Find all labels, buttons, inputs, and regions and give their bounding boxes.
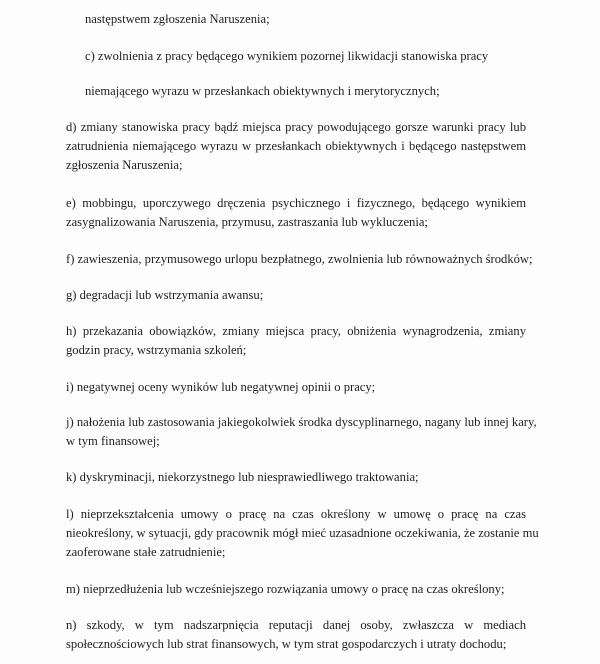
- paragraph-h-line-1: h) przekazania obowiązków, zmiany miejsca pracy, obniżenia wynagrodzenia, zmiany: [66, 324, 526, 338]
- paragraph-n-line-1: n) szkody, w tym nadszarpnięcia reputacji danej osoby, zwłaszcza w mediach: [66, 618, 526, 632]
- paragraph-l-line-2: nieokreślony, w sytuacji, gdy pracownik mógł mieć uzasadnione oczekiwania, że zostanie mu: [66, 526, 539, 540]
- paragraph-n-line-2: społecznościowych lub strat finansowych, w tym strat gospodarczych i utraty dochodu;: [66, 637, 507, 651]
- paragraph-l-line-3: zaoferowane stałe zatrudnienie;: [66, 545, 226, 559]
- paragraph-j-line-2: w tym finansowej;: [66, 434, 160, 448]
- paragraph-c-line-2: niemającego wyrazu w przesłankach obiektywnych i merytorycznych;: [85, 84, 440, 98]
- paragraph-c-line-1: c) zwolnienia z pracy będącego wynikiem pozornej likwidacji stanowiska pracy: [85, 49, 489, 63]
- paragraph-m-line-1: m) nieprzedłużenia lub wcześniejszego rozwiązania umowy o pracę na czas określony;: [66, 582, 505, 596]
- paragraph-d-line-3: zgłoszenia Naruszenia;: [66, 158, 183, 172]
- paragraph-f-line-1: f) zawieszenia, przymusowego urlopu bezpłatnego, zwolnienia lub równoważnych środków;: [66, 252, 533, 266]
- paragraph-e-line-2: zasygnalizowania Naruszenia, przymusu, zastraszania lub wykluczenia;: [66, 215, 428, 229]
- paragraph-j-line-1: j) nałożenia lub zastosowania jakiegokolwiek środka dyscyplinarnego, nagany lub innej kary,: [66, 415, 537, 429]
- paragraph-k-line-1: k) dyskryminacji, niekorzystnego lub niesprawiedliwego traktowania;: [66, 470, 419, 484]
- paragraph-d-line-2: zatrudnienia niemającego wyrazu w przesłankach obiektywnych i będącego następstwem: [66, 139, 526, 153]
- paragraph-h-line-2: godzin pracy, wstrzymania szkoleń;: [66, 343, 247, 357]
- paragraph-d-line-1: d) zmiany stanowiska pracy bądź miejsca pracy powodującego gorsze warunki pracy lub: [66, 120, 526, 134]
- paragraph-i-line-1: i) negatywnej oceny wyników lub negatywnej opinii o pracy;: [66, 380, 376, 394]
- paragraph-b-line-1: następstwem zgłoszenia Naruszenia;: [85, 12, 270, 26]
- paragraph-e-line-1: e) mobbingu, uporczywego dręczenia psychicznego i fizycznego, będącego wynikiem: [66, 196, 526, 210]
- paragraph-l-line-1: l) nieprzekształcenia umowy o pracę na czas określony w umowę o pracę na czas: [66, 507, 526, 521]
- paragraph-g-line-1: g) degradacji lub wstrzymania awansu;: [66, 288, 264, 302]
